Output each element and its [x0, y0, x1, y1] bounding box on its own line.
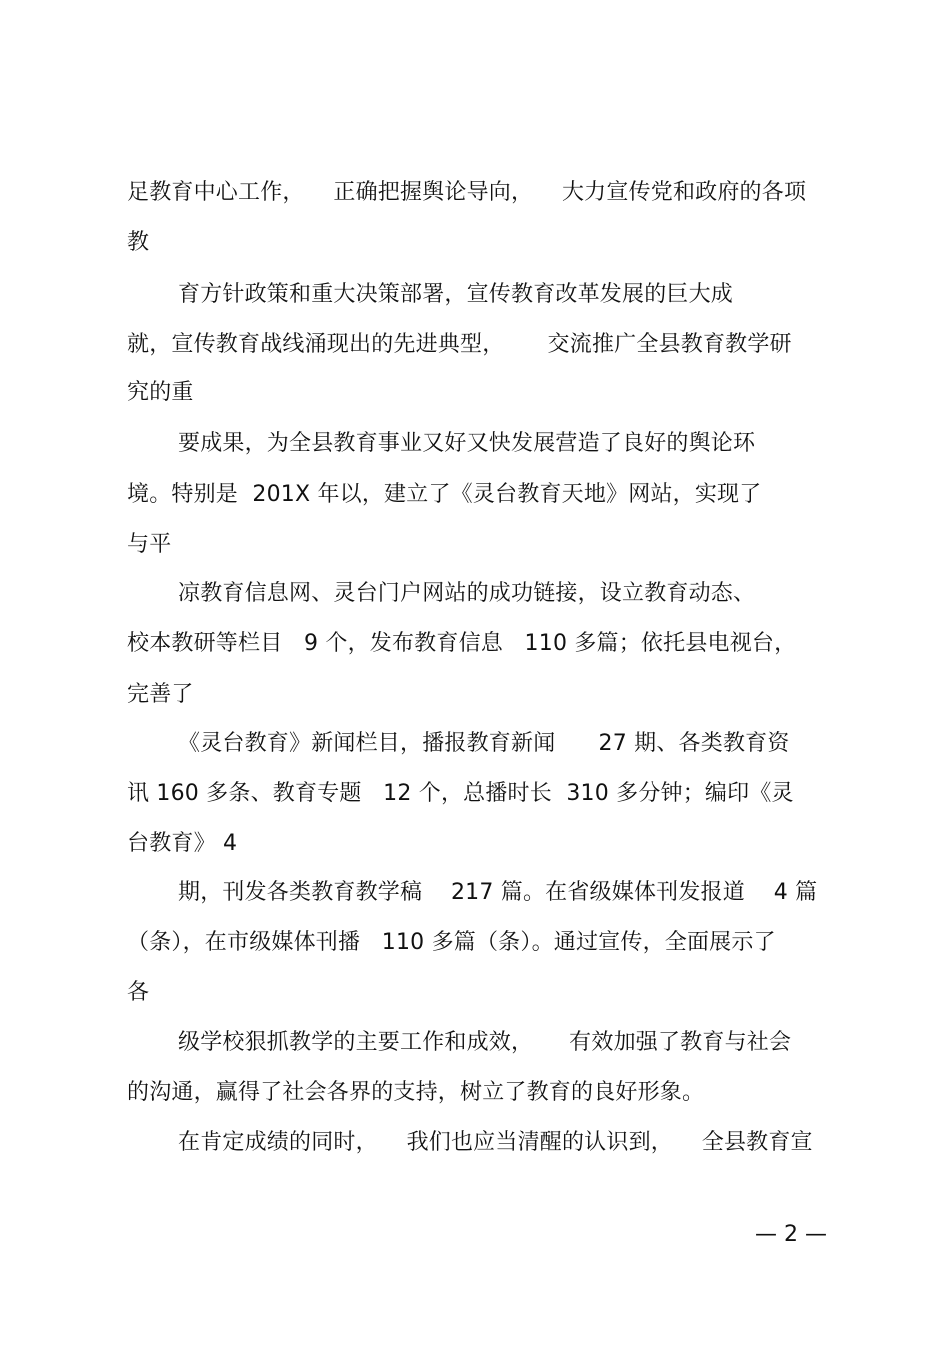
text-line-5: 究的重 — [127, 380, 194, 405]
text-line-8: 与平 — [127, 532, 172, 557]
text-line-7: 境。特别是 201X 年以，建立了《灵台教育天地》网站，实现了 — [127, 482, 762, 507]
text-line-3: 育方针政策和重大决策部署，宣传教育改革发展的巨大成 — [178, 282, 734, 307]
text-line-12: 《灵台教育》新闻栏目，播报教育新闻 27 期、各类教育资 — [178, 731, 790, 756]
page-number: — 2 — — [755, 1222, 827, 1247]
text-line-10: 校本教研等栏目 9 个，发布教育信息 110 多篇；依托县电视台， — [127, 631, 797, 656]
text-line-4: 就，宣传教育战线涌现出的先进典型， 交流推广全县教育教学研 — [127, 332, 792, 357]
text-line-15: 期，刊发各类教育教学稿 217 篇。在省级媒体刊发报道 4 篇 — [178, 880, 818, 905]
text-line-20: 在肯定成绩的同时， 我们也应当清醒的认识到， 全县教育宣 — [178, 1130, 813, 1155]
text-line-1: 足教育中心工作， 正确把握舆论导向， 大力宣传党和政府的各项 — [127, 180, 807, 205]
text-line-14: 台教育》 4 — [127, 831, 238, 856]
text-line-13: 讯 160 多条、教育专题 12 个，总播时长 310 多分钟；编印《灵 — [127, 781, 794, 806]
text-line-9: 凉教育信息网、灵台门户网站的成功链接，设立教育动态、 — [178, 581, 756, 606]
text-line-6: 要成果，为全县教育事业又好又快发展营造了良好的舆论环 — [178, 431, 756, 456]
text-line-18: 级学校狠抓教学的主要工作和成效， 有效加强了教育与社会 — [178, 1030, 792, 1055]
text-line-17: 各 — [127, 980, 150, 1005]
text-line-19: 的沟通，赢得了社会各界的支持，树立了教育的良好形象。 — [127, 1080, 705, 1105]
text-line-2: 教 — [127, 230, 150, 255]
text-line-11: 完善了 — [127, 682, 194, 707]
text-line-16: （条），在市级媒体刊播 110 多篇（条）。通过宣传，全面展示了 — [127, 930, 776, 955]
